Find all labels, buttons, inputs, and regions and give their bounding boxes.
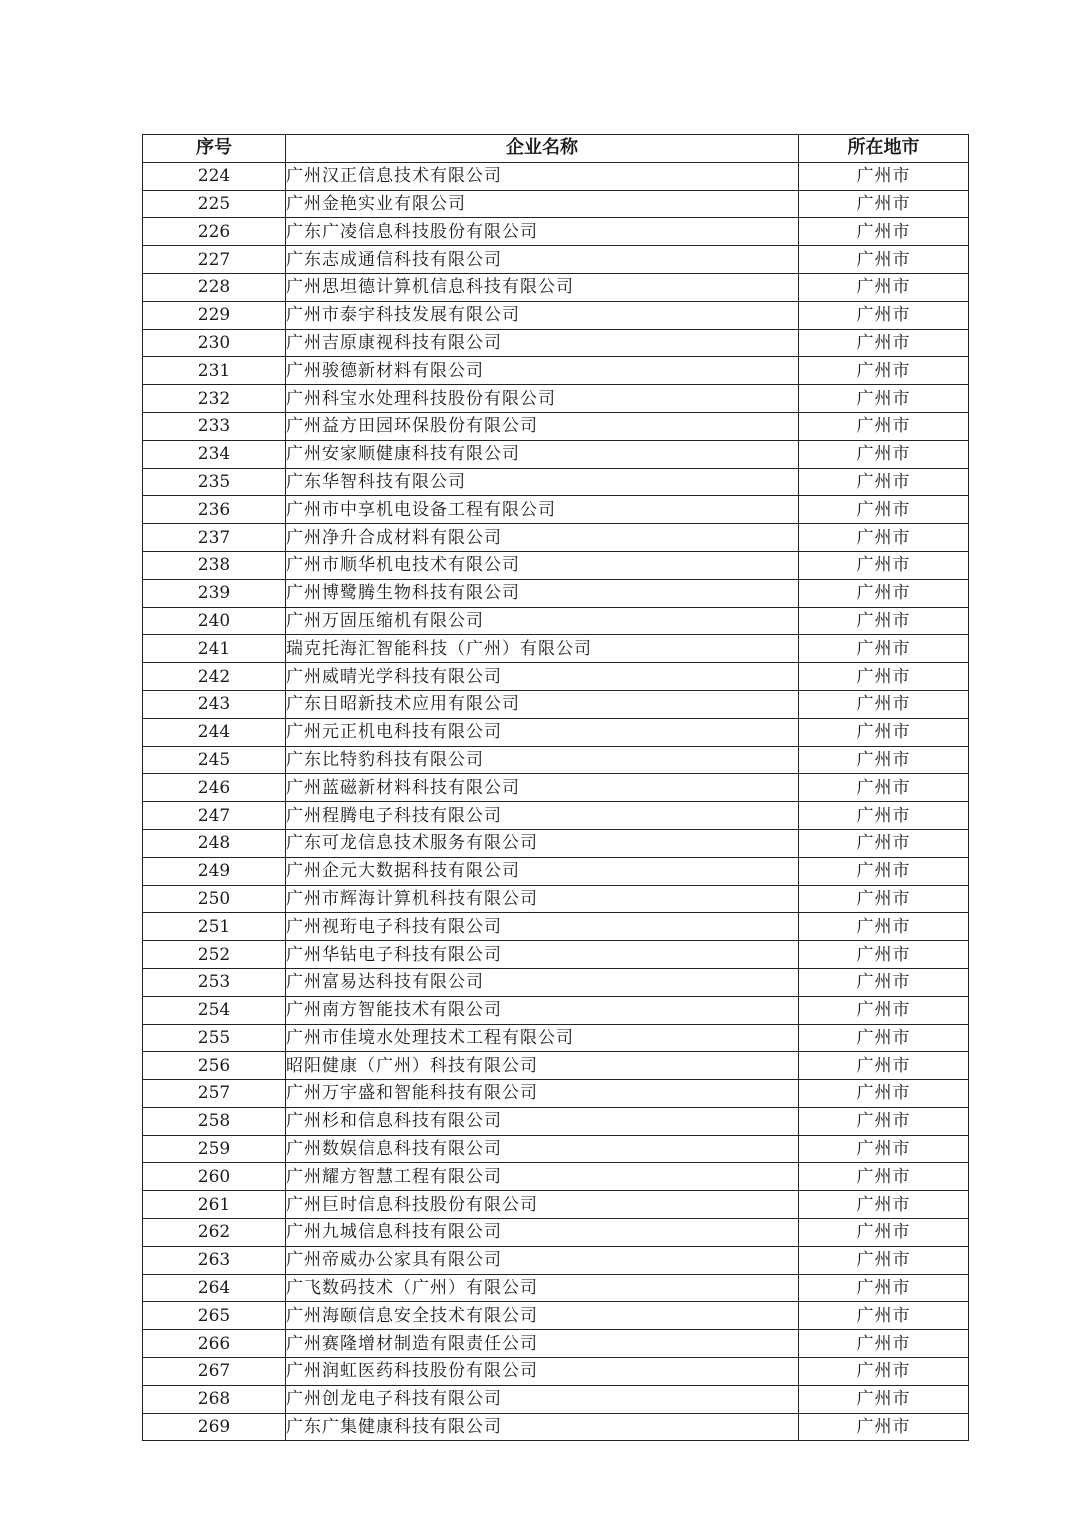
city-cell: 广州市 (799, 496, 969, 524)
company-name-cell: 广州创龙电子科技有限公司 (286, 1385, 799, 1413)
company-name-cell: 广州威晴光学科技有限公司 (286, 663, 799, 691)
serial-number-cell: 227 (143, 246, 286, 274)
table-row (143, 829, 969, 857)
serial-number-cell: 261 (143, 1191, 286, 1219)
serial-number-cell: 263 (143, 1246, 286, 1274)
serial-number-cell: 240 (143, 607, 286, 635)
company-name-cell: 广州程腾电子科技有限公司 (286, 802, 799, 830)
serial-number-cell: 241 (143, 635, 286, 663)
city-cell: 广州市 (799, 774, 969, 802)
city-cell: 广州市 (799, 301, 969, 329)
city-cell: 广州市 (799, 524, 969, 552)
table-body (143, 162, 969, 1441)
company-name-cell: 广东可龙信息技术服务有限公司 (286, 829, 799, 857)
company-name-cell: 广州赛隆增材制造有限责任公司 (286, 1330, 799, 1358)
city-cell: 广州市 (799, 357, 969, 385)
serial-number-cell: 269 (143, 1413, 286, 1441)
city-cell: 广州市 (799, 190, 969, 218)
serial-number-cell: 242 (143, 663, 286, 691)
city-cell: 广州市 (799, 1135, 969, 1163)
company-name-cell: 广州九城信息科技有限公司 (286, 1219, 799, 1247)
company-name-cell: 广州净升合成材料有限公司 (286, 524, 799, 552)
table-row (143, 440, 969, 468)
serial-number-cell: 237 (143, 524, 286, 552)
city-cell: 广州市 (799, 385, 969, 413)
company-name-cell: 广州金艳实业有限公司 (286, 190, 799, 218)
city-cell: 广州市 (799, 1330, 969, 1358)
city-cell: 广州市 (799, 1246, 969, 1274)
table-row (143, 718, 969, 746)
company-name-cell: 广东华智科技有限公司 (286, 468, 799, 496)
table-row (143, 1330, 969, 1358)
serial-number-cell: 255 (143, 1024, 286, 1052)
serial-number-cell: 246 (143, 774, 286, 802)
company-name-cell: 广东志成通信科技有限公司 (286, 246, 799, 274)
city-cell: 广州市 (799, 941, 969, 969)
serial-number-cell: 231 (143, 357, 286, 385)
serial-number-cell: 264 (143, 1274, 286, 1302)
city-cell: 广州市 (799, 440, 969, 468)
company-name-cell: 广州万固压缩机有限公司 (286, 607, 799, 635)
serial-number-cell: 234 (143, 440, 286, 468)
company-name-cell: 广州博鹭腾生物科技有限公司 (286, 579, 799, 607)
city-cell: 广州市 (799, 607, 969, 635)
serial-number-cell: 228 (143, 273, 286, 301)
table-row (143, 996, 969, 1024)
serial-number-cell: 266 (143, 1330, 286, 1358)
serial-number-cell: 229 (143, 301, 286, 329)
table-row (143, 913, 969, 941)
table-row (143, 579, 969, 607)
city-cell: 广州市 (799, 1080, 969, 1108)
company-name-cell: 广飞数码技术（广州）有限公司 (286, 1274, 799, 1302)
city-cell: 广州市 (799, 162, 969, 190)
table-row (143, 1135, 969, 1163)
city-cell: 广州市 (799, 1385, 969, 1413)
table-row (143, 1052, 969, 1080)
table-row (143, 496, 969, 524)
company-name-cell: 广东广凌信息科技股份有限公司 (286, 218, 799, 246)
table-row (143, 1080, 969, 1108)
table-row (143, 885, 969, 913)
table-row (143, 857, 969, 885)
serial-number-cell: 235 (143, 468, 286, 496)
serial-number-cell: 247 (143, 802, 286, 830)
header-company-name: 企业名称 (286, 135, 799, 163)
serial-number-cell: 256 (143, 1052, 286, 1080)
serial-number-cell: 245 (143, 746, 286, 774)
city-cell: 广州市 (799, 1219, 969, 1247)
serial-number-cell: 244 (143, 718, 286, 746)
company-name-cell: 广州巨时信息科技股份有限公司 (286, 1191, 799, 1219)
city-cell: 广州市 (799, 579, 969, 607)
company-name-cell: 广州蓝磁新材料科技有限公司 (286, 774, 799, 802)
serial-number-cell: 249 (143, 857, 286, 885)
serial-number-cell: 230 (143, 329, 286, 357)
table-row (143, 1246, 969, 1274)
company-name-cell: 广州思坦德计算机信息科技有限公司 (286, 273, 799, 301)
city-cell: 广州市 (799, 1107, 969, 1135)
table-row (143, 635, 969, 663)
city-cell: 广州市 (799, 273, 969, 301)
table-row (143, 607, 969, 635)
company-name-cell: 广州耀方智慧工程有限公司 (286, 1163, 799, 1191)
table-row (143, 218, 969, 246)
city-cell: 广州市 (799, 885, 969, 913)
company-name-cell: 广州市泰宇科技发展有限公司 (286, 301, 799, 329)
city-cell: 广州市 (799, 857, 969, 885)
city-cell: 广州市 (799, 635, 969, 663)
company-name-cell: 广州骏德新材料有限公司 (286, 357, 799, 385)
serial-number-cell: 243 (143, 690, 286, 718)
city-cell: 广州市 (799, 663, 969, 691)
company-name-cell: 广州华钻电子科技有限公司 (286, 941, 799, 969)
company-name-cell: 广州数娱信息科技有限公司 (286, 1135, 799, 1163)
table-row (143, 1302, 969, 1330)
table-row (143, 690, 969, 718)
serial-number-cell: 259 (143, 1135, 286, 1163)
company-name-cell: 广州元正机电科技有限公司 (286, 718, 799, 746)
serial-number-cell: 225 (143, 190, 286, 218)
serial-number-cell: 251 (143, 913, 286, 941)
company-name-cell: 广东日昭新技术应用有限公司 (286, 690, 799, 718)
table-row (143, 273, 969, 301)
serial-number-cell: 248 (143, 829, 286, 857)
company-name-cell: 广东比特豹科技有限公司 (286, 746, 799, 774)
table-row (143, 385, 969, 413)
serial-number-cell: 224 (143, 162, 286, 190)
company-name-cell: 广州润虹医药科技股份有限公司 (286, 1358, 799, 1386)
table-row (143, 301, 969, 329)
table-row (143, 357, 969, 385)
table-row (143, 1274, 969, 1302)
city-cell: 广州市 (799, 329, 969, 357)
company-name-cell: 广州视珩电子科技有限公司 (286, 913, 799, 941)
serial-number-cell: 267 (143, 1358, 286, 1386)
header-city: 所在地市 (799, 135, 969, 163)
table-row (143, 1024, 969, 1052)
company-name-cell: 广州富易达科技有限公司 (286, 968, 799, 996)
serial-number-cell: 233 (143, 412, 286, 440)
company-name-cell: 广州海颐信息安全技术有限公司 (286, 1302, 799, 1330)
company-name-cell: 昭阳健康（广州）科技有限公司 (286, 1052, 799, 1080)
serial-number-cell: 239 (143, 579, 286, 607)
city-cell: 广州市 (799, 1163, 969, 1191)
serial-number-cell: 265 (143, 1302, 286, 1330)
company-name-cell: 广州汉正信息技术有限公司 (286, 162, 799, 190)
city-cell: 广州市 (799, 412, 969, 440)
company-name-cell: 广州安家顺健康科技有限公司 (286, 440, 799, 468)
city-cell: 广州市 (799, 218, 969, 246)
table-row (143, 412, 969, 440)
company-name-cell: 广州企元大数据科技有限公司 (286, 857, 799, 885)
company-name-cell: 广州帝威办公家具有限公司 (286, 1246, 799, 1274)
table-row (143, 524, 969, 552)
city-cell: 广州市 (799, 1191, 969, 1219)
serial-number-cell: 253 (143, 968, 286, 996)
table-row (143, 329, 969, 357)
city-cell: 广州市 (799, 1413, 969, 1441)
serial-number-cell: 236 (143, 496, 286, 524)
table-row (143, 1385, 969, 1413)
city-cell: 广州市 (799, 551, 969, 579)
table-row (143, 1191, 969, 1219)
city-cell: 广州市 (799, 996, 969, 1024)
table-row (143, 162, 969, 190)
table-row (143, 663, 969, 691)
table-row (143, 551, 969, 579)
serial-number-cell: 226 (143, 218, 286, 246)
city-cell: 广州市 (799, 968, 969, 996)
city-cell: 广州市 (799, 246, 969, 274)
city-cell: 广州市 (799, 690, 969, 718)
table-row (143, 1163, 969, 1191)
table-row (143, 1358, 969, 1386)
header-serial-number: 序号 (143, 135, 286, 163)
city-cell: 广州市 (799, 746, 969, 774)
table-row (143, 1413, 969, 1441)
enterprise-table (142, 134, 969, 1441)
serial-number-cell: 268 (143, 1385, 286, 1413)
city-cell: 广州市 (799, 829, 969, 857)
serial-number-cell: 257 (143, 1080, 286, 1108)
table-row (143, 246, 969, 274)
company-name-cell: 广州南方智能技术有限公司 (286, 996, 799, 1024)
company-name-cell: 广东广集健康科技有限公司 (286, 1413, 799, 1441)
city-cell: 广州市 (799, 1274, 969, 1302)
company-name-cell: 广州益方田园环保股份有限公司 (286, 412, 799, 440)
company-name-cell: 广州市辉海计算机科技有限公司 (286, 885, 799, 913)
city-cell: 广州市 (799, 1024, 969, 1052)
serial-number-cell: 260 (143, 1163, 286, 1191)
city-cell: 广州市 (799, 913, 969, 941)
city-cell: 广州市 (799, 1302, 969, 1330)
company-name-cell: 广州万宇盛和智能科技有限公司 (286, 1080, 799, 1108)
table-row (143, 941, 969, 969)
serial-number-cell: 254 (143, 996, 286, 1024)
company-name-cell: 瑞克托海汇智能科技（广州）有限公司 (286, 635, 799, 663)
serial-number-cell: 250 (143, 885, 286, 913)
table-row (143, 1107, 969, 1135)
city-cell: 广州市 (799, 1358, 969, 1386)
serial-number-cell: 262 (143, 1219, 286, 1247)
company-name-cell: 广州市中享机电设备工程有限公司 (286, 496, 799, 524)
table-row (143, 774, 969, 802)
serial-number-cell: 252 (143, 941, 286, 969)
table-header-row (143, 135, 969, 163)
table-row (143, 968, 969, 996)
company-name-cell: 广州吉原康视科技有限公司 (286, 329, 799, 357)
city-cell: 广州市 (799, 802, 969, 830)
table-row (143, 190, 969, 218)
serial-number-cell: 232 (143, 385, 286, 413)
city-cell: 广州市 (799, 468, 969, 496)
company-name-cell: 广州科宝水处理科技股份有限公司 (286, 385, 799, 413)
serial-number-cell: 238 (143, 551, 286, 579)
table-row (143, 802, 969, 830)
city-cell: 广州市 (799, 1052, 969, 1080)
company-name-cell: 广州市顺华机电技术有限公司 (286, 551, 799, 579)
table-row (143, 746, 969, 774)
company-name-cell: 广州杉和信息科技有限公司 (286, 1107, 799, 1135)
table-row (143, 1219, 969, 1247)
city-cell: 广州市 (799, 718, 969, 746)
serial-number-cell: 258 (143, 1107, 286, 1135)
table-row (143, 468, 969, 496)
company-name-cell: 广州市佳境水处理技术工程有限公司 (286, 1024, 799, 1052)
